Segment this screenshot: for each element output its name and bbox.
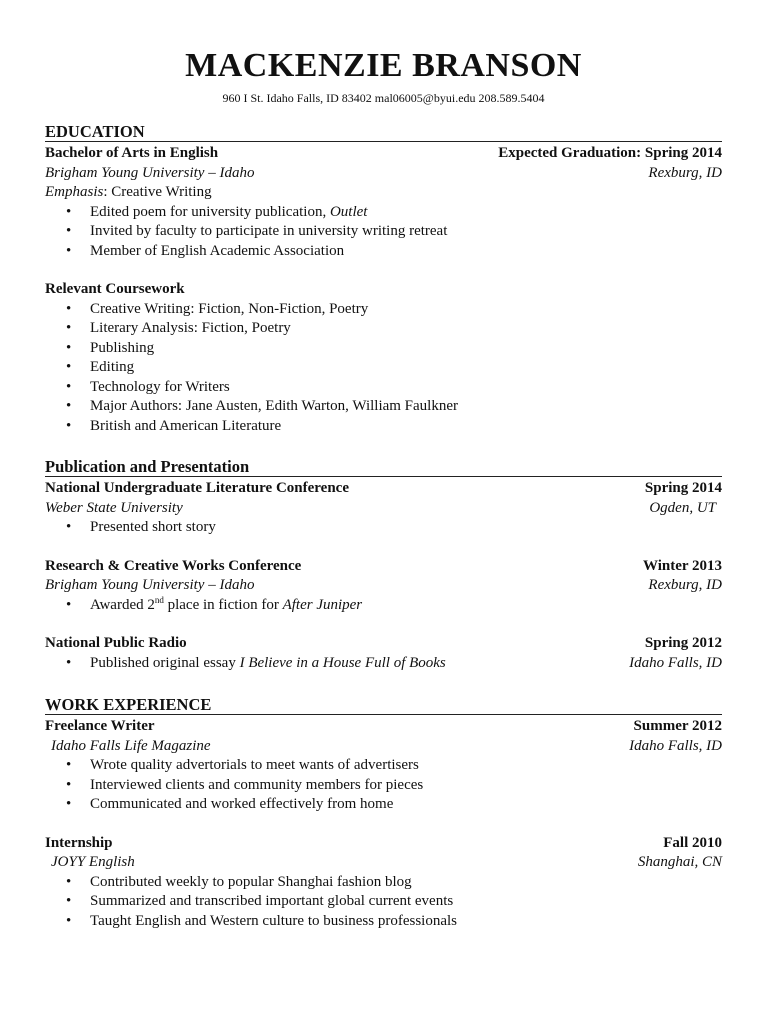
job-date: Summer 2012 (633, 718, 722, 734)
education-bullets (45, 203, 722, 262)
job-row-1 (45, 717, 722, 737)
pub-name: National Undergraduate Literature Conference (45, 480, 349, 496)
pub-date: Spring 2014 (644, 480, 722, 496)
job-location: Shanghai, CN (637, 854, 722, 870)
emphasis (45, 183, 212, 203)
work-section (45, 695, 722, 931)
pub-date: Spring 2012 (644, 635, 722, 651)
degree: Bachelor of Arts in English (45, 145, 219, 161)
job-role: Internship (45, 834, 113, 851)
pub-bullet-row-3 (45, 654, 722, 674)
education-section (45, 122, 722, 436)
pub-row-1 (45, 479, 722, 499)
list-item: • Creative Writing: Fiction, Non-Fiction, Poetry (90, 300, 722, 320)
education-heading: EDUCATION (45, 122, 722, 142)
list-item: • Interviewed clients and community members for pieces (90, 776, 722, 796)
list-item: • Published original essay I Believe in a House Full of Books (90, 654, 629, 674)
pub-location: Idaho Falls, ID (629, 654, 722, 671)
spacer (45, 261, 722, 280)
spacer (45, 815, 722, 834)
job-bullets-2 (45, 873, 722, 932)
list-item: • Invited by faculty to participate in university writing retreat (90, 222, 722, 242)
resume-name: MACKENZIE BRANSON (185, 47, 582, 84)
publication-section (45, 457, 722, 673)
pub-location: Rexburg, ID (648, 577, 722, 593)
list-item: • Edited poem for university publication, Outlet (90, 203, 722, 223)
contact-line: 960 I St. Idaho Falls, ID 83402 mal06005@byui.edu 208.589.5404 (222, 91, 545, 105)
list-item: • Technology for Writers (90, 378, 722, 398)
coursework-heading: Relevant Coursework (45, 281, 185, 297)
pub-org: Weber State University (45, 499, 183, 516)
work-heading: WORK EXPERIENCE (45, 695, 722, 715)
list-item: • Communicated and worked effectively from home (90, 795, 722, 815)
pub-name: National Public Radio (45, 635, 187, 651)
coursework-row (45, 280, 722, 300)
publication-title: Outlet (329, 203, 368, 220)
list-item: • Wrote quality advertorials to meet wants of advertisers (90, 756, 722, 776)
emphasis-row (45, 183, 722, 203)
list-item: • Contributed weekly to popular Shanghai fashion blog (90, 873, 722, 893)
school-location: Rexburg, ID (648, 164, 722, 181)
pub-org: Brigham Young University – Idaho (45, 577, 255, 593)
publication-heading: Publication and Presentation (45, 457, 722, 477)
emphasis-value: : Creative Writing (103, 184, 212, 200)
list-item: • Literary Analysis: Fiction, Poetry (90, 319, 722, 339)
school-name: Brigham Young University – Idaho (45, 164, 255, 181)
list-item: • Publishing (90, 339, 722, 359)
job-org: JOYY English (51, 854, 135, 870)
list-item: • Taught English and Western culture to business professionals (90, 912, 722, 932)
job-org: Idaho Falls Life Magazine (51, 737, 211, 754)
pub-bullets-2 (45, 596, 722, 616)
list-item: • Major Authors: Jane Austen, Edith Warton, William Faulkner (90, 397, 722, 417)
school-row (45, 164, 722, 184)
pub-org-row-1 (45, 499, 722, 519)
list-item: • British and American Literature (90, 417, 722, 437)
degree-row (45, 144, 722, 164)
essay-title: I Believe in a House Full of Books (239, 654, 446, 671)
pub-location: Ogden, UT (649, 499, 716, 516)
pub-name: Research & Creative Works Conference (45, 557, 302, 574)
emphasis-label: Emphasis (45, 184, 104, 200)
list-item: • Editing (90, 358, 722, 378)
job-row-2 (45, 834, 722, 854)
pub-row-3 (45, 634, 722, 654)
graduation-date: Expected Graduation: Spring 2014 (498, 145, 722, 161)
job-bullets-1 (45, 756, 722, 815)
spacer (45, 615, 722, 634)
pub-bullets-1 (45, 518, 722, 538)
pub-date: Winter 2013 (642, 557, 722, 574)
spacer (45, 538, 722, 557)
list-item: • Member of English Academic Association (90, 242, 722, 262)
pub-bullets-3 (45, 654, 629, 674)
list-item: • Awarded 2nd place in fiction for After Juniper (90, 596, 722, 616)
job-location: Idaho Falls, ID (629, 737, 722, 754)
job-date: Fall 2010 (663, 834, 722, 851)
job-org-row-2 (45, 853, 722, 873)
coursework-list (45, 300, 722, 437)
pub-row-2 (45, 557, 722, 577)
award-work-title: After Juniper (282, 596, 363, 613)
list-item: • Presented short story (90, 518, 722, 538)
list-item: • Summarized and transcribed important global current events (90, 892, 722, 912)
pub-org-row-2 (45, 576, 722, 596)
job-role: Freelance Writer (45, 718, 155, 734)
job-org-row-1 (45, 737, 722, 757)
